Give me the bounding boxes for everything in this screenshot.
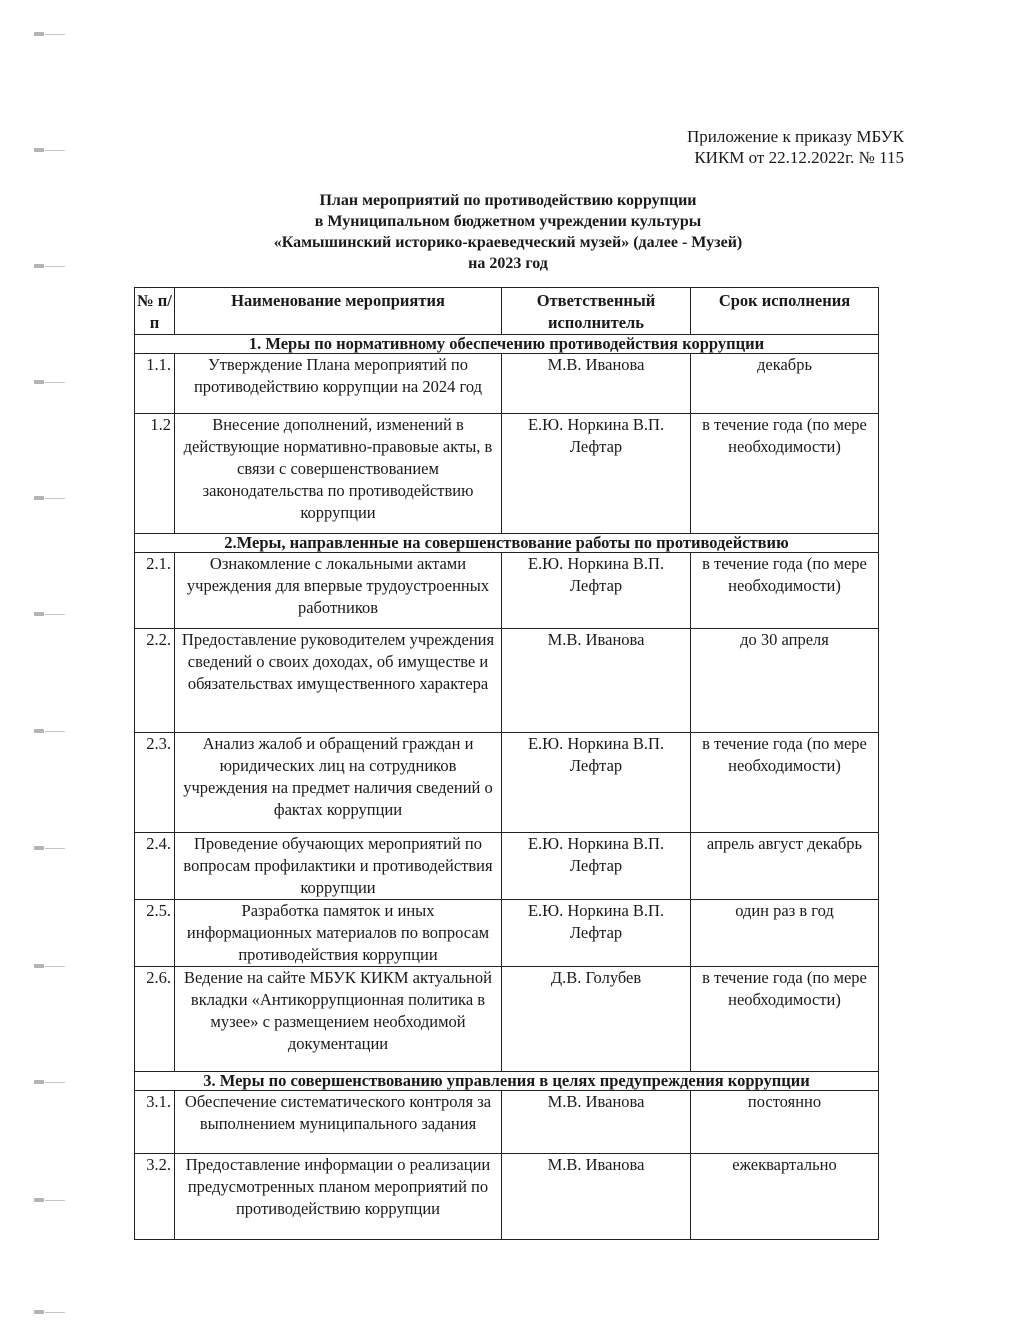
row-name: Предоставление руководителем учреждения сведений о своих доходах, об имуществе и обязательствах имущественного характера — [175, 629, 502, 733]
row-deadline: апрель август декабрь — [691, 833, 879, 900]
row-name: Анализ жалоб и обращений граждан и юридических лиц на сотрудников учреждения на предмет наличия сведений о фактах коррупции — [175, 733, 502, 833]
header-name: Наименование мероприятия — [175, 288, 502, 335]
title-line-2: в Муниципальном бюджетном учреждении культуры — [314, 213, 702, 230]
section-title: 3. Меры по совершенствованию управления в целях предупреждения коррупции — [135, 1072, 879, 1091]
table-row — [135, 1154, 879, 1240]
scan-margin-mark — [34, 727, 66, 735]
table-row — [135, 553, 879, 629]
row-deadline: в течение года (по мере необходимости) — [691, 553, 879, 629]
row-name: Проведение обучающих мероприятий по вопросам профилактики и противодействия коррупции — [175, 833, 502, 900]
table-row — [135, 900, 879, 967]
row-num: 2.4. — [135, 833, 175, 900]
scan-margin-mark — [34, 844, 66, 852]
row-deadline: декабрь — [691, 354, 879, 414]
row-deadline: до 30 апреля — [691, 629, 879, 733]
row-name: Ознакомление с локальными актами учреждения для впервые трудоустроенных работников — [175, 553, 502, 629]
row-responsible: М.В. Иванова — [502, 629, 691, 733]
scan-margin-mark — [34, 146, 66, 154]
appendix-note — [600, 126, 904, 168]
measures-table — [134, 287, 879, 1240]
scan-margin-mark — [34, 1308, 66, 1316]
row-num: 1.2 — [135, 414, 175, 534]
table-row — [135, 354, 879, 414]
row-deadline: в течение года (по мере необходимости) — [691, 967, 879, 1072]
table-row — [135, 833, 879, 900]
row-deadline: постоянно — [691, 1091, 879, 1154]
row-responsible: Д.В. Голубев — [502, 967, 691, 1072]
row-responsible: М.В. Иванова — [502, 354, 691, 414]
title-line-1: План мероприятий по противодействию коррупции — [319, 192, 697, 209]
scan-margin-mark — [34, 962, 66, 970]
table-row — [135, 733, 879, 833]
scan-margin-mark — [34, 494, 66, 502]
section-title: 2.Меры, направленные на совершенствование работы по противодействию — [135, 534, 879, 553]
row-responsible: Е.Ю. Норкина В.П. Лефтар — [502, 833, 691, 900]
section-row — [135, 1072, 879, 1091]
row-name: Предоставление информации о реализации предусмотренных планом мероприятий по противодействию коррупции — [175, 1154, 502, 1240]
row-num: 2.1. — [135, 553, 175, 629]
row-deadline: ежеквартально — [691, 1154, 879, 1240]
section-row — [135, 335, 879, 354]
title-line-4: на 2023 год — [468, 255, 548, 272]
row-deadline: в течение года (по мере необходимости) — [691, 414, 879, 534]
table-row — [135, 967, 879, 1072]
row-responsible: Е.Ю. Норкина В.П. Лефтар — [502, 553, 691, 629]
scan-margin-mark — [34, 30, 66, 38]
row-name: Ведение на сайте МБУК КИКМ актуальной вкладки «Антикоррупционная политика в музее» с размещением необходимой документации — [175, 967, 502, 1072]
row-name: Обеспечение систематического контроля за выполнением муниципального задания — [175, 1091, 502, 1154]
scan-margin-mark — [34, 378, 66, 386]
row-num: 2.6. — [135, 967, 175, 1072]
row-num: 2.5. — [135, 900, 175, 967]
row-num: 3.2. — [135, 1154, 175, 1240]
header-num: № п/п — [135, 288, 175, 335]
row-deadline: в течение года (по мере необходимости) — [691, 733, 879, 833]
table-row — [135, 629, 879, 733]
table-header-row — [135, 288, 879, 335]
scan-margin-mark — [34, 610, 66, 618]
row-num: 3.1. — [135, 1091, 175, 1154]
row-name: Внесение дополнений, изменений в действующие нормативно-правовые акты, в связи с совершенствованием законодательства по противодействию коррупции — [175, 414, 502, 534]
section-row — [135, 534, 879, 553]
row-deadline: один раз в год — [691, 900, 879, 967]
row-name: Утверждение Плана мероприятий по противодействию коррупции на 2024 год — [175, 354, 502, 414]
row-responsible: Е.Ю. Норкина В.П. Лефтар — [502, 414, 691, 534]
row-num: 1.1. — [135, 354, 175, 414]
row-responsible: Е.Ю. Норкина В.П. Лефтар — [502, 733, 691, 833]
row-num: 2.3. — [135, 733, 175, 833]
row-responsible: Е.Ю. Норкина В.П. Лефтар — [502, 900, 691, 967]
appendix-line-2: КИКМ от 22.12.2022г. № 115 — [694, 148, 904, 167]
header-deadline: Срок исполнения — [691, 288, 879, 335]
table-row — [135, 1091, 879, 1154]
document-title — [140, 190, 876, 274]
row-responsible: М.В. Иванова — [502, 1154, 691, 1240]
scan-margin-mark — [34, 1078, 66, 1086]
scan-margin-mark — [34, 262, 66, 270]
section-title: 1. Меры по нормативному обеспечению противодействия коррупции — [135, 335, 879, 354]
table-row — [135, 414, 879, 534]
row-num: 2.2. — [135, 629, 175, 733]
header-responsible: Ответственный исполнитель — [502, 288, 691, 335]
appendix-line-1: Приложение к приказу МБУК — [686, 127, 904, 146]
row-responsible: М.В. Иванова — [502, 1091, 691, 1154]
title-line-3: «Камышинский историко-краеведческий музей» (далее - Музей) — [273, 234, 743, 251]
scan-margin-mark — [34, 1196, 66, 1204]
row-name: Разработка памяток и иных информационных материалов по вопросам противодействия коррупции — [175, 900, 502, 967]
